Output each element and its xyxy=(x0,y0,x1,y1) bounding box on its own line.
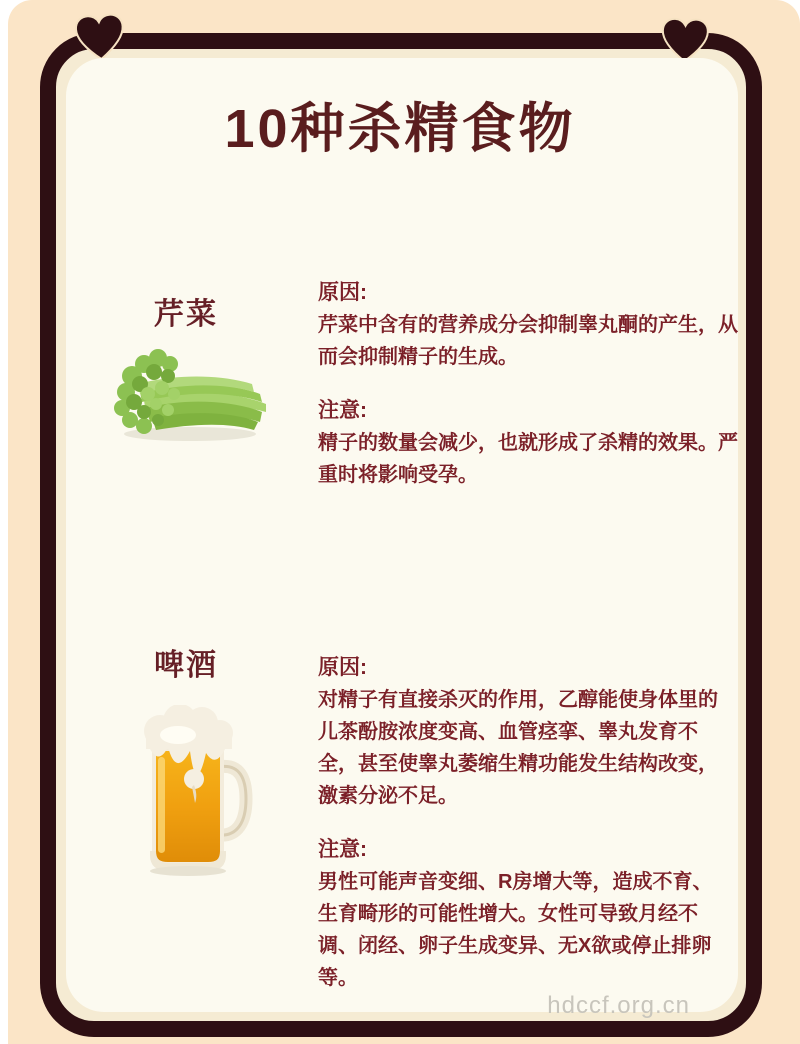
reason-label: 原因: xyxy=(318,281,367,304)
reason-text: 对精子有直接杀灭的作用，乙醇能使身体里的儿茶酚胺浓度变高、血管痉挛、睾丸发育不全，甚至使睾丸萎缩生精功能发生结构改变，激素分泌不足。 xyxy=(318,689,718,807)
note-label: 注意: xyxy=(318,399,367,422)
reason-text: 芹菜中含有的营养成分会抑制睾丸酮的产生，从而会抑制精子的生成。 xyxy=(318,314,738,368)
food-name-celery: 芹菜 xyxy=(154,298,218,331)
celery-text-block xyxy=(318,277,742,491)
note-text: 男性可能声音变细、R房增大等，造成不育、生育畸形的可能性增大。女性可导致月经不调、闭经、卵子生成变异、无X欲或停止排卵等。 xyxy=(318,871,713,989)
poster-title: 10种杀精食物 xyxy=(224,99,576,159)
beer-image xyxy=(136,705,254,887)
watermark: hdccf.org.cn xyxy=(547,992,690,1019)
note-text: 精子的数量会减少，也就形成了杀精的效果。严重时将影响受孕。 xyxy=(318,432,738,486)
reason-label: 原因: xyxy=(318,656,367,679)
food-name-beer: 啤酒 xyxy=(154,649,218,682)
celery-image xyxy=(110,338,274,446)
beer-text-block xyxy=(318,652,730,994)
note-label: 注意: xyxy=(318,838,367,861)
